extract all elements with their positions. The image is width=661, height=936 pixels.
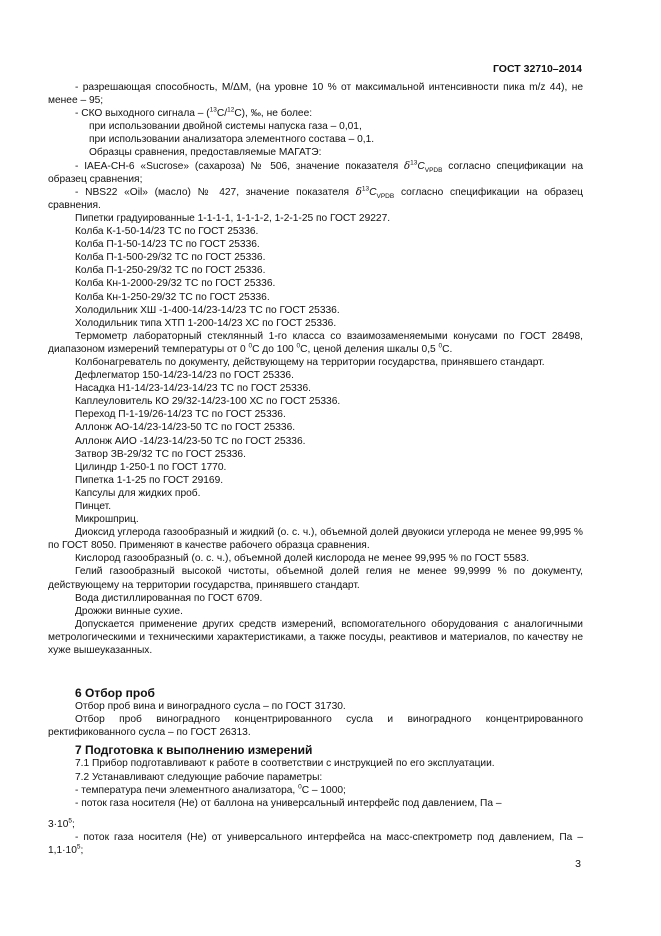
paragraph: Дефлегматор 150-14/23-14/23 по ГОСТ 25336. — [75, 370, 294, 382]
paragraph: Затвор ЗВ-29/32 ТС по ГОСТ 25336. — [75, 448, 246, 460]
paragraph: - IAEA-CH-6 «Sucrose» (сахароза) № 506, значение показателя $\delta^{13}C_{VPDB}$ согласно спецификации на образец сравнения; — [48, 159, 583, 185]
paragraph: Гелий газообразный высокой чистоты, объемной долей гелия не менее 99,9999 % по документу, действующему на территории государства, принявшего стандарт. — [48, 566, 583, 591]
section-7-title: 7 Подготовка к выполнению измерений — [75, 743, 313, 758]
paragraph: Аллонж АО-14/23-14/23-50 ТС по ГОСТ 25336. — [75, 422, 296, 434]
page-number: 3 — [575, 858, 581, 870]
paragraph: - поток газа носителя (Не) от баллона на универсальный интерфейс под давлением, Па – — [75, 797, 502, 809]
paragraph: Колба Кн-1-2000-29/32 ТС по ГОСТ 25336. — [75, 278, 276, 290]
paragraph: 7.2 Устанавливают следующие рабочие параметры: — [75, 771, 323, 783]
paragraph: - температура печи элементного анализатора, $^0$С – 1000; — [75, 783, 346, 796]
paragraph: - СКО выходного сигнала – ($^{13}$С/$^{12}$С), ‰, не более: — [75, 106, 313, 120]
paragraph: Цилиндр 1-250-1 по ГОСТ 1770. — [75, 461, 227, 473]
paragraph: Отбор проб вина и виноградного сусла – по ГОСТ 31730. — [75, 701, 346, 713]
paragraph: при использовании анализатора элементного состава – 0,1. — [89, 134, 375, 146]
paragraph: - разрешающая способность, М/ΔМ, (на уровне 10 % от максимальной интенсивности пика m/z 44), не менее – 95; — [48, 82, 583, 107]
paragraph: - NBS22 «Oil» (масло) № 427, значение показателя $\delta^{13}C_{VPDB}$ согласно спецификации на образец сравнения. — [48, 185, 583, 211]
paragraph: Колбонагреватель по документу, действующему на территории государства, принявшего стандарт. — [75, 356, 545, 368]
paragraph: Холодильник типа ХТП 1-200-14/23 ХС по ГОСТ 25336. — [75, 317, 337, 329]
paragraph: Вода дистиллированная по ГОСТ 6709. — [75, 592, 263, 604]
paragraph: Микрошприц. — [75, 514, 139, 526]
paragraph: Отбор проб виноградного концентрированного сусла и виноградного концентрированного ректификованного сусла – по ГОСТ 26313. — [48, 714, 583, 739]
paragraph: Допускается применение других средств измерений, вспомогательного оборудования с аналогичными метрологическими и техническими характеристиками, а также посуды, реактивов и материалов, по качеству не хуже вышеуказанных. — [48, 618, 583, 657]
paragraph: Колба К-1-50-14/23 ТС по ГОСТ 25336. — [75, 226, 259, 238]
paragraph: Колба П-1-250-29/32 ТС по ГОСТ 25336. — [75, 265, 266, 277]
paragraph: Колба Кн-1-250-29/32 ТС по ГОСТ 25336. — [75, 291, 270, 303]
paragraph: Диоксид углерода газообразный и жидкий (о. с. ч.), объемной долей двуокиси углерода не менее 99,995 % по ГОСТ 8050. Применяют в качестве рабочего образца сравнения. — [48, 527, 583, 552]
paragraph: Колба П-1-500-29/32 ТС по ГОСТ 25336. — [75, 252, 266, 264]
paragraph: Термометр лабораторный стеклянный 1-го класса со взаимозаменяемыми конусами по ГОСТ 28498, диапазоном измерений температуры от 0 $^0$С до 100 $^0$С, ценой деления шкалы 0,5 $^0$С. — [48, 330, 583, 355]
paragraph: Насадка Н1-14/23-14/23-14/23 ТС по ГОСТ 25336. — [75, 383, 311, 395]
paragraph: Кислород газообразный (о. с. ч.), объемной долей кислорода не менее 99,995 % по ГОСТ 5583. — [75, 553, 530, 565]
paragraph: Капсулы для жидких проб. — [75, 487, 201, 499]
paragraph: - поток газа носителя (Не) от универсального интерфейса на масс-спектрометр под давлением, Па – $1,1\cdot 10^5$; — [48, 831, 583, 856]
paragraph: Пинцет. — [75, 501, 112, 512]
doc-header: ГОСТ 32710–2014 — [492, 63, 582, 75]
paragraph: 7.1 Прибор подготавливают к работе в соответствии с инструкцией по его эксплуатации. — [75, 758, 495, 770]
paragraph: Пипетка 1-1-25 по ГОСТ 29169. — [75, 474, 224, 486]
paragraph: Колба П-1-50-14/23 ТС по ГОСТ 25336. — [75, 239, 260, 251]
paragraph: Образцы сравнения, предоставляемые МАГАТЭ: — [89, 147, 322, 159]
paragraph: при использовании двойной системы напуска газа – 0,01, — [89, 121, 362, 133]
paragraph: Дрожжи винные сухие. — [75, 605, 183, 617]
paragraph: $3\cdot 10^5$; — [48, 817, 75, 830]
paragraph: Холодильник ХШ -1-400-14/23-14/23 ТС по ГОСТ 25336. — [75, 304, 340, 316]
paragraph: Переход П-1-19/26-14/23 ТС по ГОСТ 25336. — [75, 409, 286, 421]
paragraph: Аллонж АИО -14/23-14/23-50 ТС по ГОСТ 25336. — [75, 435, 306, 447]
paragraph: Пипетки градуированные 1-1-1-1, 1-1-1-2, 1-2-1-25 по ГОСТ 29227. — [75, 212, 391, 224]
section-6-title: 6 Отбор проб — [75, 686, 155, 701]
page-content — [48, 81, 583, 857]
paragraph: Каплеуловитель КО 29/32-14/23-100 ХС по ГОСТ 25336. — [75, 396, 341, 408]
